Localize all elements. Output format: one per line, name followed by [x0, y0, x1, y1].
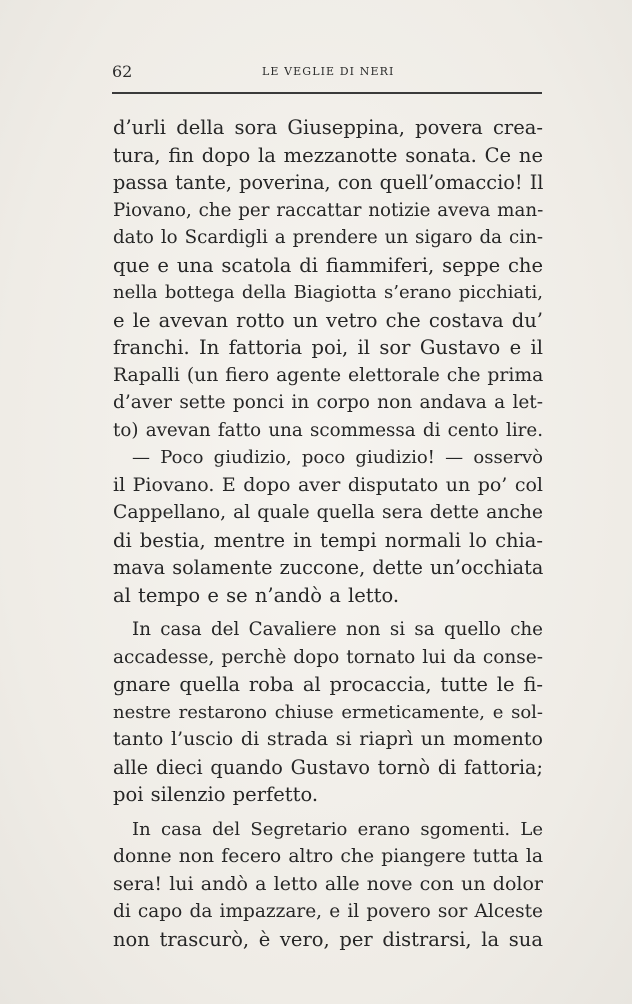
text-line: — Poco giudizio, poco giudizio! — osservò: [132, 447, 543, 468]
text-line: donne non fecero altro che piangere tutta la: [113, 846, 543, 867]
text-line: mava solamente zuccone, dette un’occhiata: [113, 556, 544, 579]
text-line: dato lo Scardigli a prendere un sigaro da cin-: [113, 227, 543, 248]
page-number: 62: [112, 62, 133, 81]
text-line: gnare quella roba al procaccia, tutte le fi-: [113, 673, 543, 696]
text-line: In casa del Segretario erano sgomenti. Le: [132, 818, 543, 840]
text-line: e le avevan rotto un vetro che costava du’: [113, 308, 543, 332]
text-line: franchi. In fattoria poi, il sor Gustavo e il: [113, 336, 543, 359]
text-line: to) avevan fatto una scommessa di cento lire.: [113, 419, 543, 441]
text-line: alle dieci quando Gustavo tornò di fattoria;: [113, 755, 543, 779]
text-line: nella bottega della Biagiotta s’erano picchiati,: [113, 282, 543, 303]
paragraph-gap: [113, 609, 543, 616]
header-rule: [112, 92, 542, 94]
text-line: poi silenzio perfetto.: [113, 783, 319, 806]
paragraph-gap: [113, 809, 543, 816]
text-line: Cappellano, al quale quella sera dette anche: [113, 502, 543, 523]
text-line: il Piovano. E dopo aver disputato un po’ col: [113, 473, 543, 496]
text-line: In casa del Cavaliere non si sa quello che: [132, 619, 543, 640]
text-line: al tempo e se n’andò a letto.: [113, 583, 400, 607]
text-line: passa tante, poverina, con quell’omaccio! Il: [113, 171, 544, 194]
text-line: que e una scatola di fiammiferi, seppe che: [113, 253, 543, 277]
text-line: non trascurò, è vero, per distrarsi, la sua: [113, 927, 543, 951]
text-line: Piovano, che per raccattar notizie aveva man-: [113, 199, 544, 221]
text-line: di bestia, mentre in tempi normali lo chia-: [113, 528, 543, 552]
running-title: LE VEGLIE DI NERI: [262, 65, 395, 78]
text-line: accadesse, perchè dopo tornato lui da conse-: [113, 646, 543, 668]
page-header: [112, 62, 542, 86]
text-line: tura, fin dopo la mezzanotte sonata. Ce ne: [113, 143, 543, 167]
text-line: d’aver sette ponci in corpo non andava a let-: [113, 392, 543, 413]
text-line: tanto l’uscio di strada si riaprì un momento: [113, 728, 543, 750]
text-line: nestre restarono chiuse ermeticamente, e sol-: [113, 701, 543, 723]
text-line: Rapalli (un fiero agente elettorale che prima: [113, 364, 544, 386]
text-line: d’urli della sora Giuseppina, povera crea-: [113, 116, 543, 139]
text-line: di capo da impazzare, e il povero sor Alceste: [113, 901, 543, 922]
body-text: [113, 114, 543, 953]
text-line: sera! lui andò a letto alle nove con un dolor: [113, 872, 543, 895]
